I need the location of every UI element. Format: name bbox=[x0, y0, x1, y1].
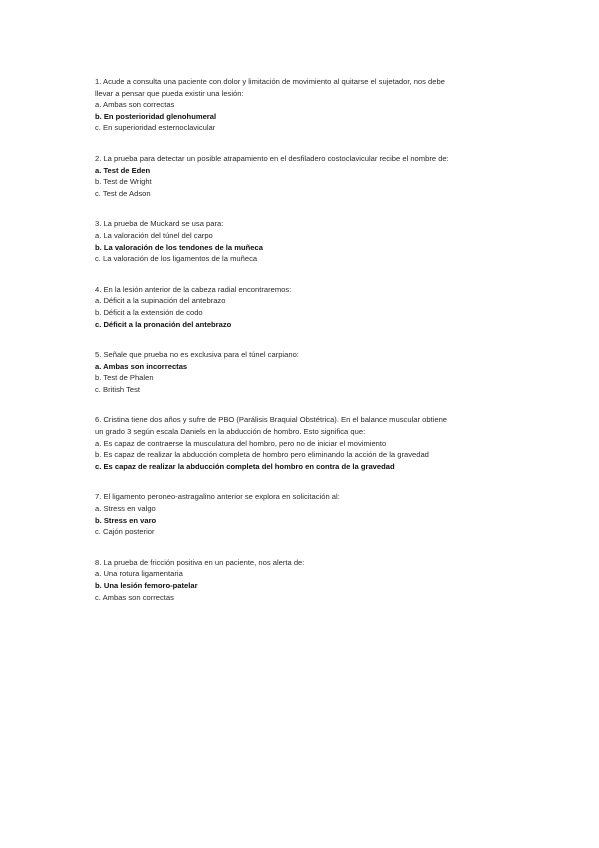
question-block bbox=[95, 76, 455, 134]
answer-option-correct: c. Es capaz de realizar la abducción completa del hombro en contra de la gravedad bbox=[95, 461, 395, 471]
answer-option: b. Déficit a la extensión de codo bbox=[95, 307, 203, 317]
question-text: 6. Cristina tiene dos años y sufre de PBO (Parálisis Braquial Obstétrica). En el balance muscular obtiene un grado 3 según escala Daniels en la abducción de hombro. Esto significa que: bbox=[95, 415, 448, 437]
answer-option-correct: b. La valoración de los tendones de la muñeca bbox=[95, 242, 263, 252]
question-block bbox=[95, 284, 455, 330]
answer-option: c. En superioridad esternoclavicular bbox=[95, 123, 216, 133]
answer-option: b. Test de Wright bbox=[95, 177, 152, 187]
answer-option-correct: b. Una lesión femoro-patelar bbox=[95, 581, 198, 590]
answer-option-correct: a. Test de Eden bbox=[95, 165, 151, 175]
answer-option: a. Es capaz de contraerse la musculatura del hombro, pero no de iniciar el movimiento bbox=[95, 438, 387, 448]
question-text: 7. El ligamento peroneo-astragalino anterior se explora en solicitación al: bbox=[95, 492, 340, 502]
answer-option: a. Stress en valgo bbox=[95, 504, 156, 514]
question-text: 2. La prueba para detectar un posible atrapamiento en el desfiladero costoclavicular recibe el nombre de: bbox=[95, 153, 449, 163]
answer-option: c. Ambas son correctas bbox=[95, 592, 174, 602]
answer-option: c. La valoración de los ligamentos de la muñeca bbox=[95, 254, 258, 264]
question-block bbox=[95, 557, 455, 603]
question-block bbox=[95, 218, 455, 264]
question-text: 3. La prueba de Muckard se usa para: bbox=[95, 219, 224, 229]
answer-option-correct: a. Ambas son incorrectas bbox=[95, 361, 188, 371]
question-text: 8. La prueba de fricción positiva en un paciente, nos alerta de: bbox=[95, 557, 305, 567]
question-text: 4. En la lesión anterior de la cabeza radial encontraremos: bbox=[95, 284, 292, 294]
answer-option-correct: c. Déficit a la pronación del antebrazo bbox=[95, 319, 232, 329]
question-text: 5. Señale que prueba no es exclusiva para el túnel carpiano: bbox=[95, 350, 299, 360]
question-block bbox=[95, 414, 455, 472]
answer-option: a. Déficit a la supinación del antebrazo bbox=[95, 296, 226, 306]
answer-option: b. Es capaz de realizar la abducción completa de hombro pero eliminando la acción de la gravedad bbox=[95, 450, 429, 460]
answer-option-correct: b. En posterioridad glenohumeral bbox=[95, 111, 217, 121]
answer-option: a. La valoración del túnel del carpo bbox=[95, 230, 213, 240]
document-body bbox=[95, 76, 455, 622]
answer-option-correct: b. Stress en varo bbox=[95, 515, 157, 525]
question-text: 1. Acude a consulta una paciente con dolor y limitación de movimiento al quitarse el sujetador, nos debe llevar a pensar que pueda existir una lesión: bbox=[95, 77, 445, 98]
answer-option: b. Test de Phalen bbox=[95, 373, 154, 383]
answer-option: c. Test de Adson bbox=[95, 188, 151, 198]
answer-option: c. British Test bbox=[95, 384, 141, 394]
answer-option: a. Una rotura ligamentaria bbox=[95, 569, 183, 579]
question-block bbox=[95, 349, 455, 395]
question-block bbox=[95, 491, 455, 537]
answer-option: a. Ambas son correctas bbox=[95, 100, 175, 110]
question-block bbox=[95, 153, 455, 199]
answer-option: c. Cajón posterior bbox=[95, 527, 155, 537]
